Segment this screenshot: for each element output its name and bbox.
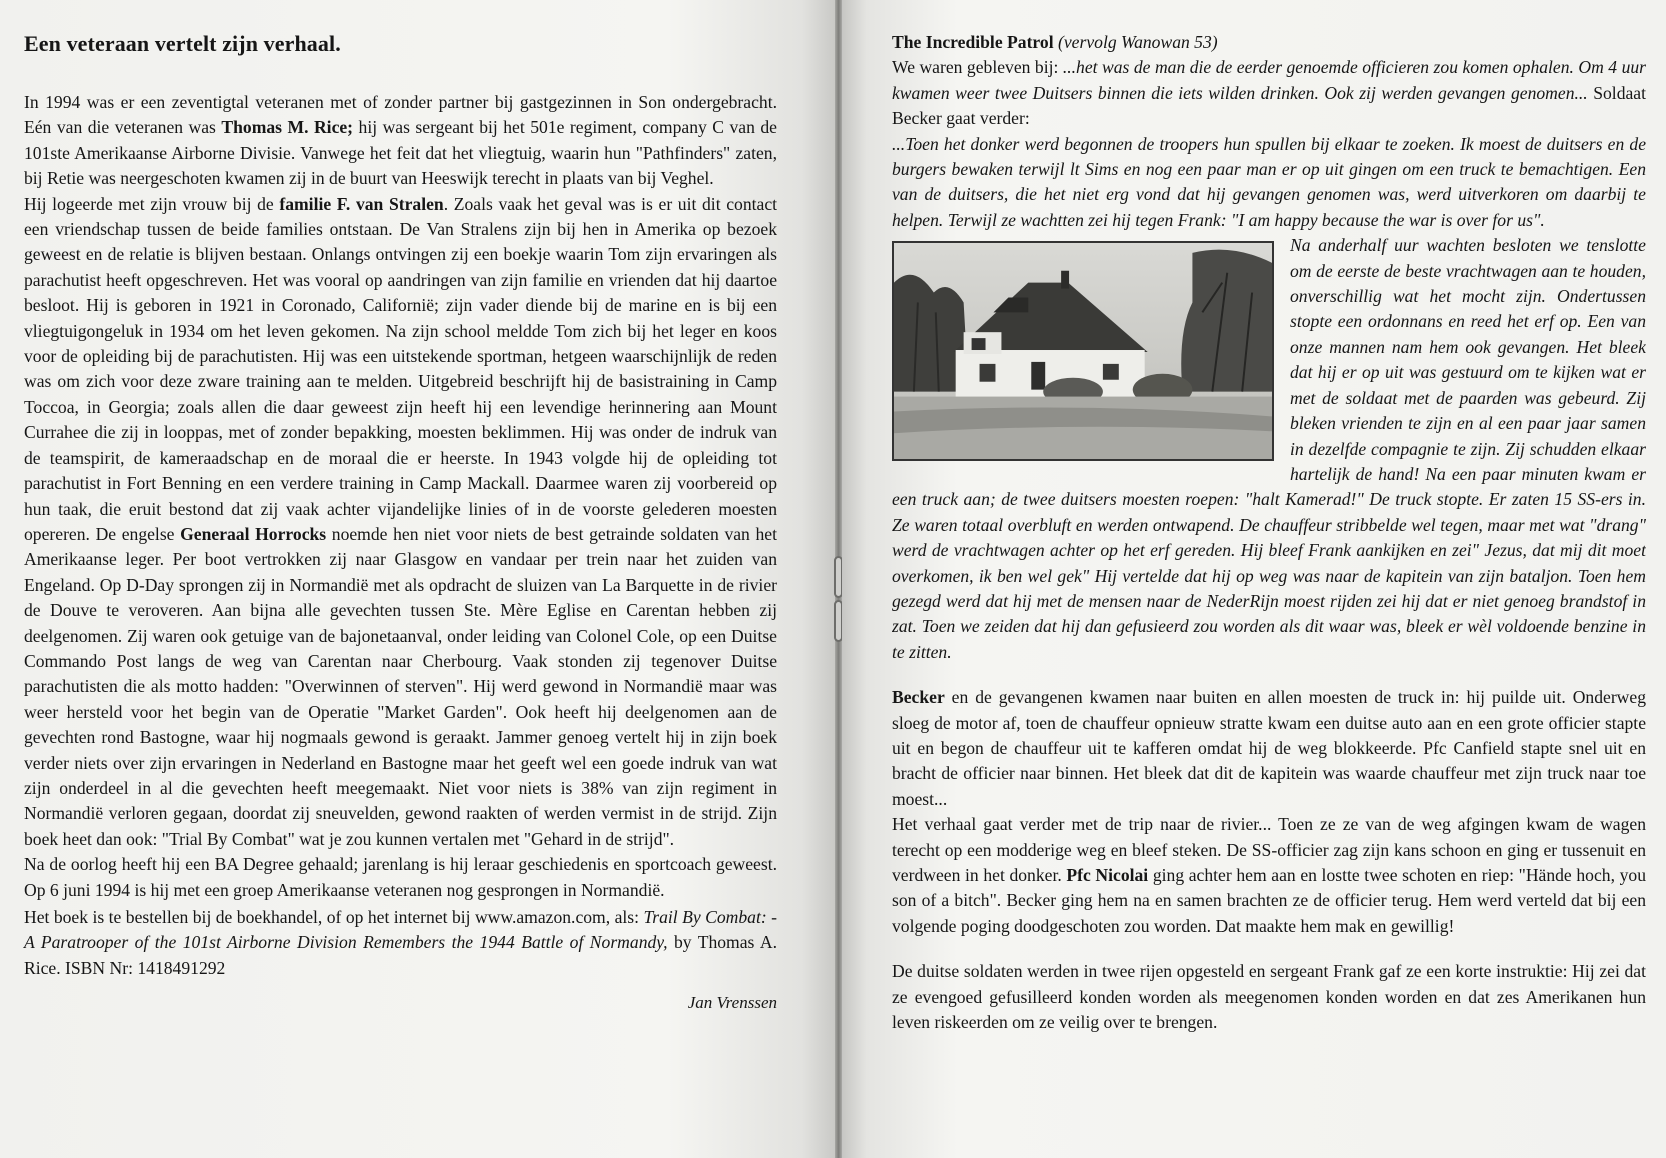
right-paragraph-3 [892, 812, 1646, 939]
right-paragraph-2 [892, 685, 1646, 812]
left-paragraph-3: Na de oorlog heeft hij een BA Degree gehaald; jarenlang is hij leraar geschiedenis en sportcoach geweest. Op 6 juni 1994 is hij met een groep Amerikaanse veteranen nog gesprongen in Normandië. [24, 854, 777, 900]
text-run: . Zoals vaak het geval was is er uit dit contact een vriendschap tussen de beide families ontstaan. De Van Stralens zijn bij hen in Amerika op bezoek geweest en de relatie is blijven bestaan. Onlangs ontvingen zij een boekje waarin Tom zijn ervaringen als parachutist heeft opgeschreven. Het was vooral op aandringen van zijn familie en vrienden dat hij daartoe besloot. Hij is geboren in 1921 in Coronado, Californië; zijn vader diende bij de marine en is bij een vliegtuigongeluk in 1934 om het leven gekomen. Na zijn school meldde Tom zich bij het leger en koos voor de opleiding bij de parachutisten. Hij was een uitstekende sportman, hetgeen waarschijnlijk de reden was om zich voor deze zware training aan te melden. Uitgebreid beschrijft hij de basistraining in Camp Toccoa, in Georgia; zoals allen die daar geweest zijn heeft hij een levendige herinnering aan Mount Currahee die zij in looppas, met of zonder bepakking, moesten beklimmen. Hij was onder de indruk van de teamspirit, de kameraadschap en de moraal die er heerste. In 1943 volgde hij de opleiding tot parachutist in Fort Benning en een verdere training in Camp Mackall. Daarmee waren zij voorbereid op hun taak, die eruit bestond dat zij vaak achter vijandelijke linies of in de voorste gelederen moesten opereren. De engelse [24, 193, 778, 544]
soldier-name-nicolai: Pfc Nicolai [1066, 865, 1149, 885]
right-italic-paragraph-2: Na anderhalf uur wachten besloten we tenslotte om de eerste de beste vrachtwagen aan te houden, onverschillig wat het mocht zijn. Ondertussen stopte een ordonnans en reed het erf op. Een van onze mannen nam hem ook gevangen. Het bleek dat hij er op uit was gestuurd om te kijken wat er met de soldaat met de paarden was gebeurd. Zij bleken vrienden te zijn en al een paar jaar samen in dezelfde compagnie te zijn. Zij schudden elkaar hartelijk de hand! Na een paar minuten kwam er een truck aan; de twee duitsers moesten roepen: "halt Kamerad!" De truck stopte. Er zaten 15 SS-ers in. Ze waren totaal overbluft en werden ontwapend. De chauffeur stribbelde wel tegen, maar met wat "drang" werd de vrachtwagen achter op het erf gereden. Hij bleef Frank aankijken en zei" Jezus, dat mij dit moet overkomen, ik ben wel gek" Hij vertelde dat hij op weg was naar de kapitein van zijn bataljon. Toen hem gezegd werd dat hij met de mensen naar de NederRijn moest rijden zei hij dat er niet genoeg brandstof in zat. Toen we zeiden dat hij dan gefusieerd zou worden als dit waar was, bleek er wèl voldoende benzine in te zitten. [892, 235, 1646, 662]
left-paragraph-1 [24, 90, 777, 192]
general-name: Generaal Horrocks [180, 523, 327, 544]
farmhouse-photo [892, 241, 1274, 461]
text-run: Hij logeerde met zijn vrouw bij de [24, 193, 280, 214]
right-article-subtitle: (vervolg Wanowan 53) [1058, 32, 1218, 52]
right-article-heading [892, 30, 1646, 55]
author-signature: Jan Vrenssen [687, 993, 777, 1013]
text-run: noemde hen niet voor niets de best getrainde soldaten van het Amerikaanse leger. Per boot vertrokken zij naar Glasgow en vandaar per trein naar het zuiden van Engeland. Op D-Day sprongen zij in Normandië met als opdracht de sluizen van La Barquette in de rivier de Douve te veroveren. Aan bijna alle gevechten tussen Ste. Mère Eglise en Carentan hebben zij deelgenomen. Zij waren ook getuige van de bajonetaanval, onder leiding van Colonel Cole, op een Duitse Commando Post langs de weg van Carentan naar Cherbourg. Vaak stonden zij tegenover Duitse parachutisten die als motto hadden: "Overwinnen of sterven". Hij werd gewond in Normandië maar was weer hersteld voor het begin van de Operatie "Market Garden". Ook heeft hij deelgenomen aan de gevechten rond Bastogne, waar hij nogmaals gewond is geraakt. Jammer genoeg vertelt hij in zijn boek verder niets over zijn ervaringen in Nederland en Bastogne maar het geeft wel een goede indruk van wat zijn onderdeel in al die gevechten heeft meegemaakt. Niet voor niets is 38% van zijn regiment in Normandië verloren gegaan, doordat zij sneuvelden, gewond raakten of werden vermist in de strijd. Zijn boek heet dan ook: "Trial By Combat" wat je zou kunnen vertalen met "Gehard in de strijd". [24, 523, 777, 849]
book-title: Trail By Combat: - A Paratrooper of the 101st Airborne Division Remembers the 1944 Battle of Normandy, [24, 907, 777, 953]
previous-quote: ...het was de man die de eerder genoemde officieren zou komen ophalen. Om 4 uur kwamen weer twee Duitsers binnen die iets wilden drinken. Ook zij werden gevangen genomen... [892, 57, 1647, 103]
soldier-name-becker: Becker [892, 687, 945, 708]
photo-text-block [892, 233, 1646, 665]
right-page [842, 0, 1666, 1158]
farmhouse-photo-image [894, 243, 1272, 459]
text-run: We waren gebleven bij: [892, 57, 1063, 78]
host-family-name: familie F. van Stralen [279, 193, 444, 214]
spacer [892, 939, 1646, 959]
left-article-title: Een veteraan vertelt zijn verhaal. [24, 31, 341, 56]
text-run: Soldaat Becker gaat verder: [892, 82, 1646, 129]
veteran-name: Thomas M. Rice; [221, 117, 354, 138]
spacer [892, 665, 1646, 685]
text-run: Het verhaal gaat verder met de trip naar de rivier... Toen ze ze van de weg afgingen kwam de wagen terecht op een modderige weg en bleef steken. De SS-officier zag zijn kans schoon en ging er tussenuit en verdween in het donker. [892, 814, 1646, 885]
right-article-title: The Incredible Patrol [892, 32, 1054, 52]
right-italic-paragraph-1: ...Toen het donker werd begonnen de troopers hun spullen bij elkaar te zoeken. Ik moest de duitsers en de burgers bewaken terwijl lt Sims en nog een paar man er op uit gingen om een truck te bemachtigen. Een van de duitsers, die het niet erg vond dat hij gevangen genomen was, werd uitverkoren om daarbij te helpen. Terwijl ze wachtten zei hij tegen Frank: "I am happy because the war is over for us". [892, 133, 1646, 230]
text-run: In 1994 was er een zeventigtal veteranen met of zonder partner bij gastgezinnen in Son ondergebracht. Eén van die veteranen was [24, 92, 777, 138]
right-paragraph-4: De duitse soldaten werden in twee rijen opgesteld en sergeant Frank gaf ze een korte instruktie: Hij zei dat ze evengoed gefusilleerd konden worden als meegenomen konden worden en dat zes Amerikanen hun leven riskeerden om ze veilig over te brengen. [892, 961, 1646, 1033]
text-run: en de gevangenen kwamen naar buiten en allen moesten de truck in: hij puilde uit. Onderweg sloeg de motor af, toen de chauffeur opnieuw stratte kwam een duitse auto aan en een grote officier stapte uit en begon de chauffeur uit te kafferen omdat hij de weg blokkeerde. Pfc Canfield stapte snel uit en bracht de officier naar binnen. Het bleek dat dit de kapitein was waarde chauffeur met zijn truck naar toe moest... [892, 687, 1646, 809]
left-paragraph-2 [24, 192, 777, 853]
text-run: hij was sergeant bij het 501e regiment, company C van de 101ste Amerikaanse Airborne Divisie. Vanwege het feit dat het vliegtuig, waarin hun "Pathfinders" zaten, bij Retie was neergeschoten kwamen zij in de buurt van Heeswijk terecht in plaats van bij Veghel. [24, 117, 777, 189]
left-paragraph-4 [24, 905, 777, 981]
right-intro [892, 55, 1646, 131]
text-run: ging achter hem aan en lostte twee schoten en riep: "Hände hoch, you son of a bitch". Becker ging hem na en samen brachten ze de officier terug. Hem werd verteld dat bij een volgende poging doodgeschoten zou worden. Dat maakte hem mak en gewillig! [892, 865, 1646, 936]
text-run: by Thomas A. Rice. ISBN Nr: 1418491292 [24, 932, 777, 978]
text-run: Het boek is te bestellen bij de boekhandel, of op het internet bij www.amazon.com, als: [24, 907, 644, 927]
